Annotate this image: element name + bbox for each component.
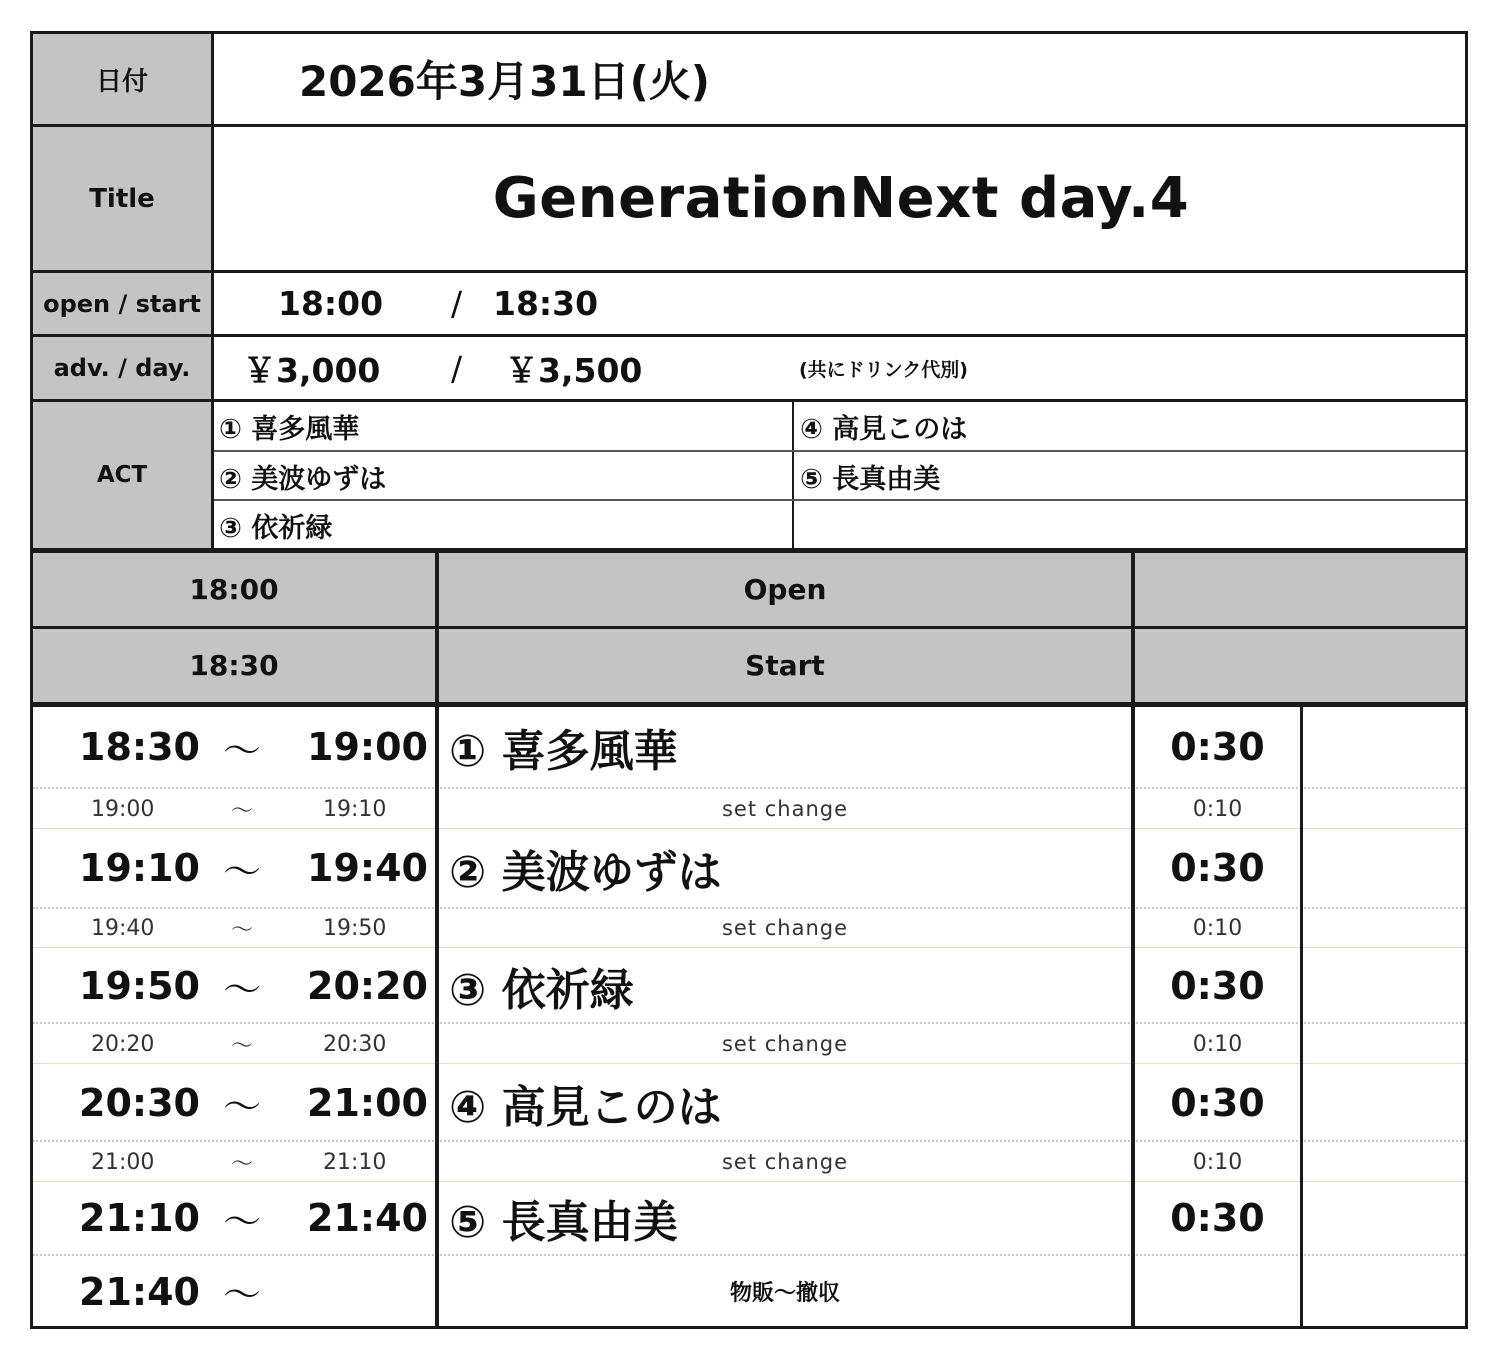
time-separator: / (451, 284, 463, 323)
act-item-3: ③ 依祈緑 (219, 512, 333, 544)
row-3-start: 19:10 (79, 846, 200, 890)
row-7-duration: 0:30 (1170, 1081, 1265, 1125)
row-separator (33, 787, 1465, 789)
row-separator (33, 1022, 1465, 1024)
event-title: GenerationNext day.4 (492, 166, 1190, 231)
row-5-duration: 0:30 (1170, 964, 1265, 1008)
closing-event: 物販～撤収 (729, 1281, 840, 1306)
row-4-tilde: ～ (231, 917, 254, 943)
row-2-end: 19:10 (323, 796, 387, 822)
row-2-set-change: set change (721, 797, 849, 821)
row-6-set-change: set change (721, 1032, 849, 1056)
open-time: 18:00 (278, 284, 384, 323)
row-5-performer: ③ 依祈緑 (449, 965, 634, 1016)
day-price: ￥3,500 (505, 350, 643, 390)
act-row-divider (214, 450, 1465, 452)
open-event-cell: Open (439, 553, 1131, 626)
row-2-duration: 0:10 (1192, 796, 1243, 822)
row-8-set-change: set change (721, 1150, 849, 1174)
act-column-divider (792, 402, 794, 548)
open-blank-cell (1135, 553, 1465, 626)
row-7-start: 20:30 (79, 1081, 200, 1125)
act-item-5: ⑤ 長真由美 (800, 463, 941, 495)
row-7-tilde: ～ (223, 1084, 262, 1129)
time-label: open / start (33, 273, 211, 334)
schedule-column-divider (435, 553, 439, 1326)
divider (33, 626, 1465, 629)
row-3-performer: ② 美波ゆずは (449, 847, 722, 898)
date-value: 2026年3月31日(火) (299, 57, 710, 106)
row-7-performer: ④ 高見このは (449, 1082, 722, 1133)
row-2-tilde: ～ (231, 798, 254, 824)
row-1-performer: ① 喜多風華 (449, 726, 678, 777)
header-divider (211, 34, 214, 548)
closing-tilde: ～ (223, 1273, 262, 1317)
row-6-start: 20:20 (91, 1031, 155, 1057)
row-5-start: 19:50 (79, 964, 200, 1008)
row-1-start: 18:30 (79, 725, 200, 769)
schedule-column-divider (1131, 553, 1135, 1326)
start-event-cell: Start (439, 629, 1131, 702)
row-9-tilde: ～ (223, 1199, 262, 1244)
row-1-tilde: ～ (223, 728, 262, 773)
row-1-duration: 0:30 (1170, 725, 1265, 769)
row-8-end: 21:10 (323, 1149, 387, 1175)
date-label: 日付 (33, 34, 211, 124)
divider (33, 399, 1465, 402)
row-4-end: 19:50 (323, 915, 387, 941)
row-4-set-change: set change (721, 916, 849, 940)
row-9-duration: 0:30 (1170, 1196, 1265, 1240)
title-label: Title (33, 127, 211, 270)
row-separator (33, 1140, 1465, 1142)
divider (33, 334, 1465, 337)
timetable-sheet (30, 31, 1468, 1329)
row-3-tilde: ～ (223, 849, 262, 894)
row-8-start: 21:00 (91, 1149, 155, 1175)
start-time: 18:30 (493, 284, 599, 323)
start-blank-cell (1135, 629, 1465, 702)
row-3-end: 19:40 (307, 846, 428, 890)
closing-start: 21:40 (79, 1269, 200, 1314)
divider (33, 270, 1465, 273)
divider (33, 124, 1465, 127)
row-9-start: 21:10 (79, 1196, 200, 1240)
row-5-tilde: ～ (223, 967, 262, 1012)
price-separator: / (451, 348, 463, 388)
row-8-tilde: ～ (231, 1151, 254, 1177)
row-4-duration: 0:10 (1192, 915, 1243, 941)
act-item-1: ① 喜多風華 (219, 413, 360, 445)
row-9-end: 21:40 (307, 1196, 428, 1240)
row-6-duration: 0:10 (1192, 1031, 1243, 1057)
row-2-start: 19:00 (91, 796, 155, 822)
row-8-duration: 0:10 (1192, 1149, 1243, 1175)
open-time-cell: 18:00 (33, 553, 435, 626)
start-time-cell: 18:30 (33, 629, 435, 702)
row-1-end: 19:00 (307, 725, 428, 769)
row-4-start: 19:40 (91, 915, 155, 941)
row-9-performer: ⑤ 長真由美 (449, 1197, 678, 1248)
price-label: adv. / day. (33, 337, 211, 399)
row-6-tilde: ～ (231, 1033, 254, 1059)
row-6-end: 20:30 (323, 1031, 387, 1057)
act-label: ACT (33, 402, 211, 548)
price-note: (共にドリンク代別) (799, 358, 968, 381)
row-3-duration: 0:30 (1170, 846, 1265, 890)
schedule-column-divider (1300, 707, 1303, 1326)
row-5-end: 20:20 (307, 964, 428, 1008)
row-7-end: 21:00 (307, 1081, 428, 1125)
act-row-divider (214, 499, 1465, 501)
adv-price: ￥3,000 (243, 350, 381, 390)
act-item-2: ② 美波ゆずは (219, 463, 387, 495)
act-item-4: ④ 高見このは (800, 413, 968, 445)
row-separator (33, 1254, 1465, 1256)
